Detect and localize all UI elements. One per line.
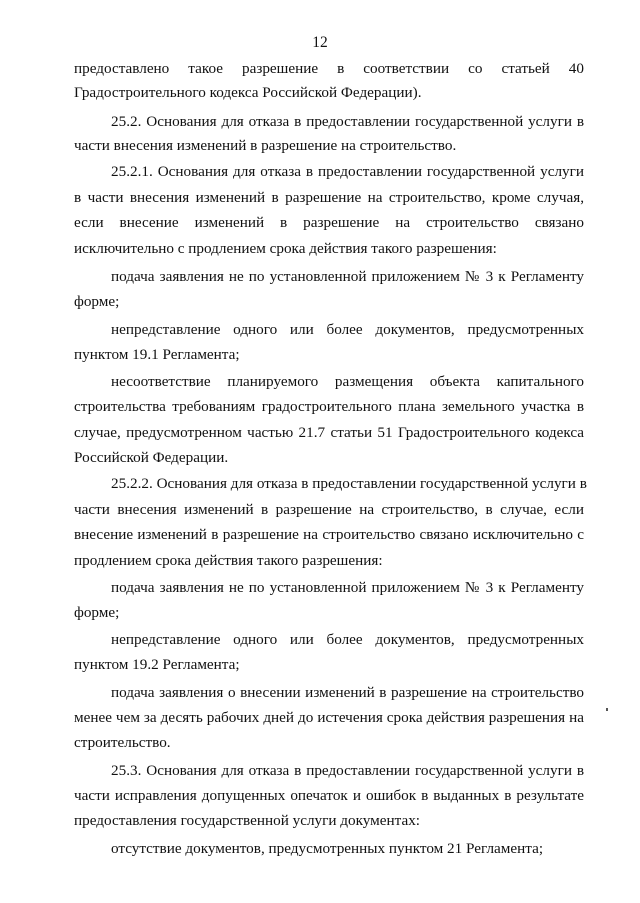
text-line-4: части внесения изменений в разрешение на строительство. — [74, 137, 457, 154]
text-line-1: предоставлено такое разрешение в соответствии со статьей 40 — [74, 60, 584, 77]
text-line-31: отсутствие документов, предусмотренных пунктом 21 Регламента; — [111, 840, 544, 857]
text-line-20: продлением срока действия такого разрешения: — [74, 552, 383, 569]
text-line-21: подача заявления не по установленной приложением № 3 к Регламенту — [111, 579, 584, 596]
text-line-3: 25.2. Основания для отказа в предоставлении государственной услуги в — [111, 113, 584, 130]
text-line-24: пунктом 19.2 Регламента; — [74, 656, 240, 673]
text-line-19: внесение изменений в разрешение на строительство связано исключительно с — [74, 526, 584, 543]
text-line-15: случае, предусмотренном частью 21.7 статьи 51 Градостроительного кодекса — [74, 424, 584, 441]
text-line-16: Российской Федерации. — [74, 449, 229, 466]
text-line-12: пунктом 19.1 Регламента; — [74, 346, 240, 363]
text-line-14: строительства требованиям градостроительного плана земельного участка в — [74, 398, 584, 415]
text-line-28: 25.3. Основания для отказа в предоставлении государственной услуги в — [111, 762, 584, 779]
text-line-26: менее чем за десять рабочих дней до истечения срока действия разрешения на — [74, 709, 584, 726]
text-line-8: исключительно с продлением срока действия такого разрешения: — [74, 240, 497, 257]
text-line-13: несоответствие планируемого размещения объекта капитального — [111, 373, 584, 390]
text-line-29: части исправления допущенных опечаток и ошибок в выданных в результате — [74, 787, 584, 804]
text-line-11: непредставление одного или более документов, предусмотренных — [111, 321, 584, 338]
text-line-2: Градостроительного кодекса Российской Федерации). — [74, 84, 422, 101]
text-line-18: части внесения изменений в разрешение на строительство, в случае, если — [74, 501, 584, 518]
text-line-10: форме; — [74, 293, 120, 310]
text-line-25: подача заявления о внесении изменений в разрешение на строительство — [111, 684, 584, 701]
page-number: 12 — [312, 34, 328, 51]
text-line-5: 25.2.1. Основания для отказа в предоставлении государственной услуги — [111, 163, 584, 180]
text-line-30: предоставления государственной услуги документах: — [74, 812, 421, 829]
text-line-17: 25.2.2. Основания для отказа в предоставлении государственной услуги в — [111, 475, 587, 492]
text-line-7: если внесение изменений в разрешение на строительство связано — [74, 214, 584, 231]
text-line-27: строительство. — [74, 734, 171, 751]
scan-speck — [606, 708, 608, 711]
text-line-9: подача заявления не по установленной приложением № 3 к Регламенту — [111, 268, 584, 285]
text-line-22: форме; — [74, 604, 120, 621]
text-line-6: в части внесения изменений в разрешение на строительство, кроме случая, — [74, 189, 584, 206]
text-line-23: непредставление одного или более документов, предусмотренных — [111, 631, 584, 648]
